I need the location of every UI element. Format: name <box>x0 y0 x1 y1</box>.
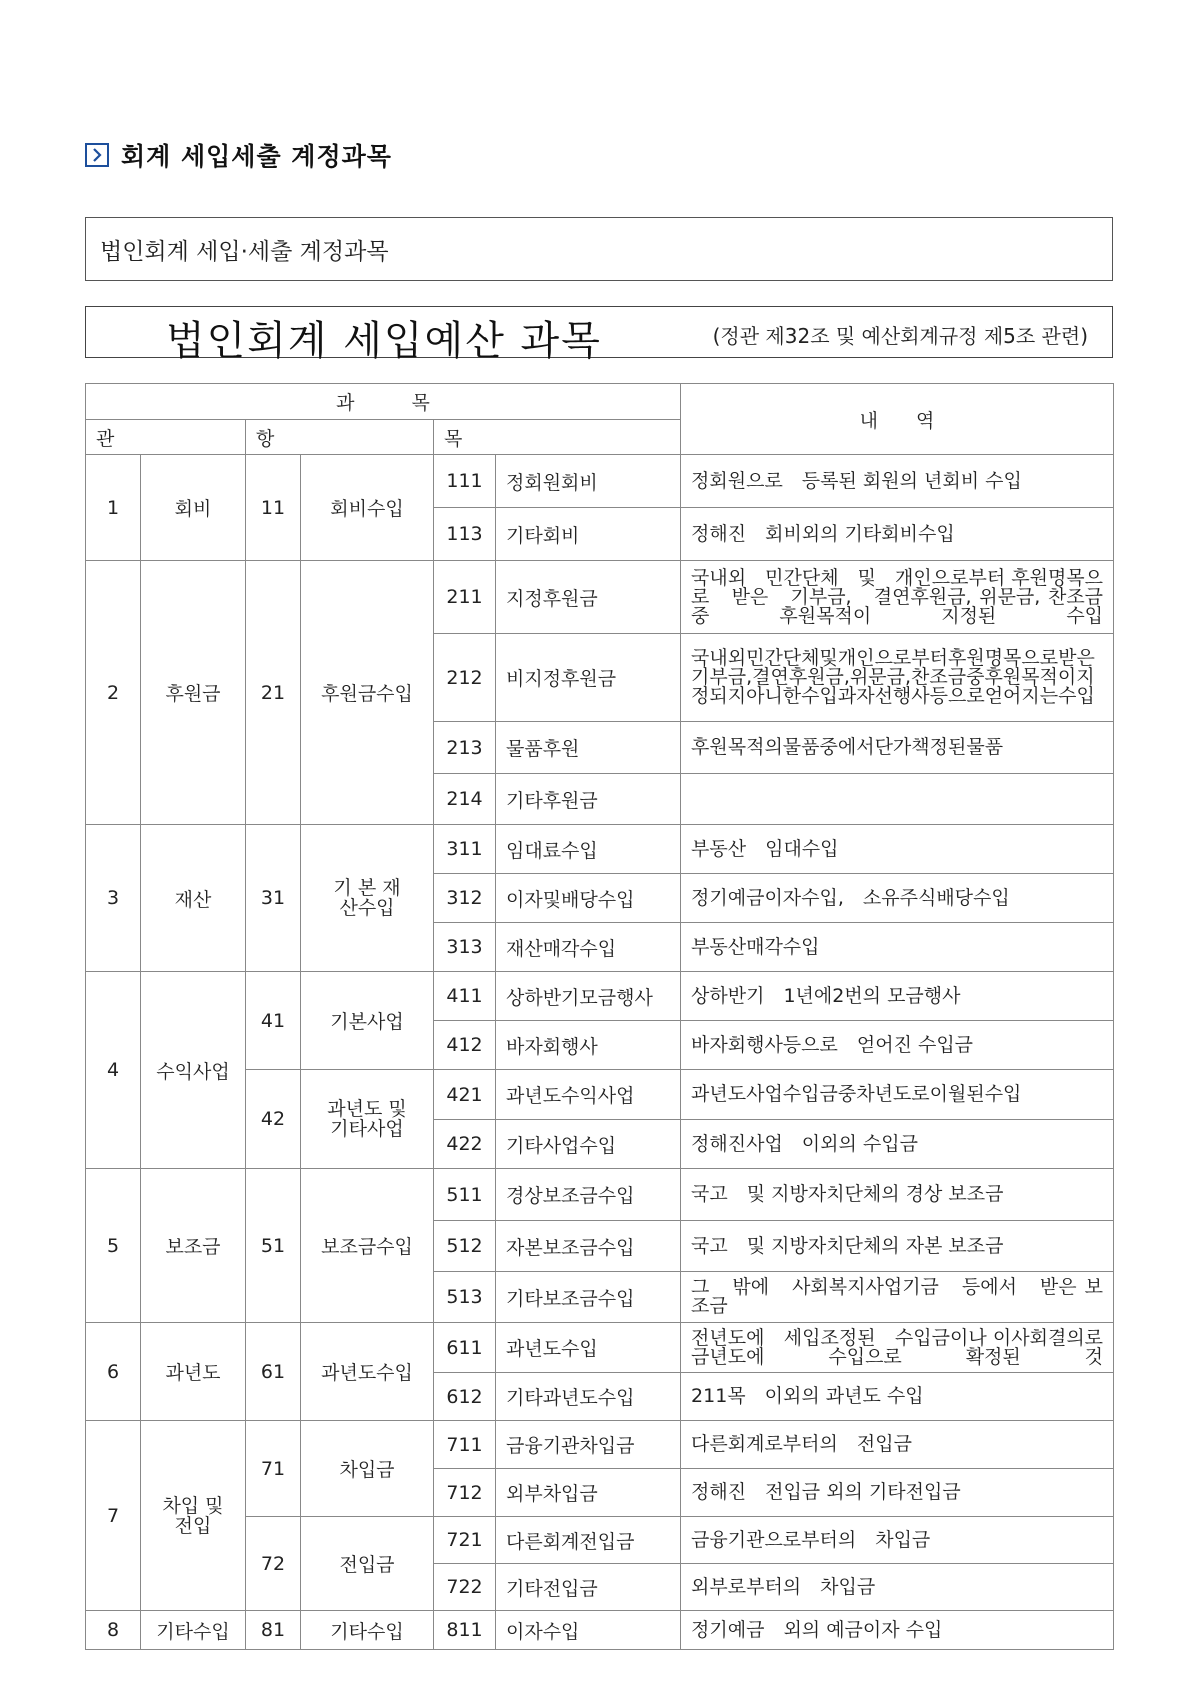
table-row <box>86 825 1114 874</box>
table-row <box>86 1323 1114 1373</box>
hang-no: 81 <box>246 1611 301 1650</box>
mok-name: 과년도수입 <box>496 1323 681 1373</box>
hang-no: 21 <box>246 561 301 825</box>
mok-no: 211 <box>434 561 496 634</box>
mok-no: 113 <box>434 508 496 561</box>
mok-desc: 상하반기 1년에2번의 모금행사 <box>681 972 1114 1021</box>
gwan-no: 4 <box>86 972 141 1169</box>
mok-name: 기타보조금수입 <box>496 1272 681 1323</box>
mok-name: 기타회비 <box>496 508 681 561</box>
gwan-name: 재산 <box>141 825 246 972</box>
hang-no: 42 <box>246 1070 301 1169</box>
mok-no: 612 <box>434 1373 496 1421</box>
mok-name: 기타후원금 <box>496 774 681 825</box>
gwan-no: 2 <box>86 561 141 825</box>
mok-desc: 정해진사업 이외의 수입금 <box>681 1120 1114 1169</box>
mok-no: 511 <box>434 1169 496 1221</box>
mok-no: 722 <box>434 1564 496 1611</box>
header-gwan: 관 <box>86 420 246 455</box>
mok-no: 712 <box>434 1469 496 1517</box>
table-row <box>86 455 1114 508</box>
mok-desc: 정해진 회비외의 기타회비수입 <box>681 508 1114 561</box>
mok-name: 비지정후원금 <box>496 634 681 722</box>
mok-no: 111 <box>434 455 496 508</box>
mok-desc: 외부로부터의 차입금 <box>681 1564 1114 1611</box>
hang-no: 61 <box>246 1323 301 1421</box>
budget-title-box <box>85 306 1113 364</box>
mok-no: 312 <box>434 874 496 923</box>
gwan-name: 기타수입 <box>141 1611 246 1650</box>
mok-name: 물품후원 <box>496 722 681 774</box>
mok-name: 외부차입금 <box>496 1469 681 1517</box>
hang-name: 차입금 <box>301 1421 434 1517</box>
hang-name: 후원금수입 <box>301 561 434 825</box>
mok-name: 이자및배당수입 <box>496 874 681 923</box>
mok-no: 411 <box>434 972 496 1021</box>
mok-desc: 211목 이외의 과년도 수입 <box>681 1373 1114 1421</box>
hang-name: 전입금 <box>301 1517 434 1611</box>
gwan-name: 차입 및 전입 <box>141 1421 246 1611</box>
gwan-no: 1 <box>86 455 141 561</box>
mok-name: 상하반기모금행사 <box>496 972 681 1021</box>
mok-name: 지정후원금 <box>496 561 681 634</box>
hang-name: 기본사업 <box>301 972 434 1070</box>
mok-desc: 정기예금이자수입, 소유주식배당수입 <box>681 874 1114 923</box>
mok-desc: 다른회계로부터의 전입금 <box>681 1421 1114 1469</box>
hang-name: 과년도 및 기타사업 <box>301 1070 434 1169</box>
header-hang: 항 <box>246 420 434 455</box>
mok-no: 513 <box>434 1272 496 1323</box>
table-row <box>86 561 1114 634</box>
mok-name: 재산매각수입 <box>496 923 681 972</box>
budget-subtitle: (정관 제32조 및 예산회계규정 제5조 관련) <box>712 324 1088 348</box>
mok-desc: 정기예금 외의 예금이자 수입 <box>681 1611 1114 1650</box>
section-heading <box>85 140 392 170</box>
subject-label-text: 법인회계 세입·세출 계정과목 <box>100 238 389 265</box>
mok-desc: 후원목적의물품중에서단가책정된물품 <box>681 722 1114 774</box>
gwan-no: 7 <box>86 1421 141 1611</box>
mok-name: 바자회행사 <box>496 1021 681 1070</box>
hang-no: 72 <box>246 1517 301 1611</box>
header-mok: 목 <box>434 420 681 455</box>
gwan-name: 과년도 <box>141 1323 246 1421</box>
table-row <box>86 972 1114 1021</box>
mok-desc: 과년도사업수입금중차년도로이월된수입 <box>681 1070 1114 1120</box>
gwan-no: 5 <box>86 1169 141 1323</box>
mok-desc: 국내외 민간단체 및 개인으로부터 후원명목으로 받은 기부금, 결연후원금, 위문금, 찬조금 중 후원목적이 지정된 수입 <box>681 561 1114 634</box>
mok-desc: 부동산매각수입 <box>681 923 1114 972</box>
mok-no: 721 <box>434 1517 496 1564</box>
mok-no: 711 <box>434 1421 496 1469</box>
gwan-name: 회비 <box>141 455 246 561</box>
mok-name: 다른회계전입금 <box>496 1517 681 1564</box>
hang-name: 기 본 재산수입 <box>301 825 434 972</box>
gwan-no: 8 <box>86 1611 141 1650</box>
subject-label-box <box>85 217 1113 281</box>
mok-desc: 부동산 임대수입 <box>681 825 1114 874</box>
hang-name: 회비수입 <box>301 455 434 561</box>
hang-no: 11 <box>246 455 301 561</box>
hang-no: 51 <box>246 1169 301 1323</box>
mok-name: 기타사업수입 <box>496 1120 681 1169</box>
hang-name: 기타수입 <box>301 1611 434 1650</box>
mok-name: 과년도수익사업 <box>496 1070 681 1120</box>
mok-no: 421 <box>434 1070 496 1120</box>
hang-no: 41 <box>246 972 301 1070</box>
table-row <box>86 1169 1114 1221</box>
mok-no: 213 <box>434 722 496 774</box>
gwan-name: 후원금 <box>141 561 246 825</box>
mok-desc: 바자회행사등으로 얻어진 수입금 <box>681 1021 1114 1070</box>
mok-desc: 전년도에 세입조정된 수입금이나 이사회결의로 금년도에 수입으로 확정된 것 <box>681 1323 1114 1373</box>
mok-no: 214 <box>434 774 496 825</box>
mok-name: 이자수입 <box>496 1611 681 1650</box>
mok-desc <box>681 774 1114 825</box>
header-naeyeok: 내 역 <box>681 384 1114 455</box>
table-header-row <box>86 384 1114 420</box>
mok-name: 정회원회비 <box>496 455 681 508</box>
chevron-right-icon-svg <box>90 147 104 163</box>
table-row <box>86 1611 1114 1650</box>
hang-no: 31 <box>246 825 301 972</box>
mok-name: 기타과년도수입 <box>496 1373 681 1421</box>
mok-desc: 정해진 전입금 외의 기타전입금 <box>681 1469 1114 1517</box>
mok-desc: 국고 및 지방자치단체의 자본 보조금 <box>681 1221 1114 1272</box>
mok-no: 311 <box>434 825 496 874</box>
hang-no: 71 <box>246 1421 301 1517</box>
table-row <box>86 1421 1114 1469</box>
mok-no: 313 <box>434 923 496 972</box>
mok-no: 611 <box>434 1323 496 1373</box>
gwan-no: 3 <box>86 825 141 972</box>
mok-name: 기타전입금 <box>496 1564 681 1611</box>
gwan-name: 수익사업 <box>141 972 246 1169</box>
mok-no: 422 <box>434 1120 496 1169</box>
mok-no: 512 <box>434 1221 496 1272</box>
chevron-right-icon <box>85 143 109 167</box>
mok-name: 금융기관차입금 <box>496 1421 681 1469</box>
mok-desc: 금융기관으로부터의 차입금 <box>681 1517 1114 1564</box>
gwan-name: 보조금 <box>141 1169 246 1323</box>
mok-name: 자본보조금수입 <box>496 1221 681 1272</box>
gwan-no: 6 <box>86 1323 141 1421</box>
mok-name: 임대료수입 <box>496 825 681 874</box>
mok-no: 412 <box>434 1021 496 1070</box>
section-heading-text: 회계 세입세출 계정과목 <box>121 142 392 171</box>
budget-title: 법인회계 세입예산 과목 <box>166 318 602 364</box>
mok-desc: 정회원으로 등록된 회원의 년회비 수입 <box>681 455 1114 508</box>
mok-no: 811 <box>434 1611 496 1650</box>
mok-no: 212 <box>434 634 496 722</box>
header-gwamok: 과 목 <box>86 384 681 420</box>
mok-desc: 그 밖에 사회복지사업기금 등에서 받은 보조금 <box>681 1272 1114 1323</box>
budget-table <box>85 383 1114 1650</box>
hang-name: 과년도수입 <box>301 1323 434 1421</box>
mok-desc: 국고 및 지방자치단체의 경상 보조금 <box>681 1169 1114 1221</box>
hang-name: 보조금수입 <box>301 1169 434 1323</box>
mok-name: 경상보조금수입 <box>496 1169 681 1221</box>
mok-desc: 국내외민간단체및개인으로부터후원명목으로받은기부금,결연후원금,위문금,찬조금중후원목적이지정되지아니한수입과자선행사등으로얻어지는수입 <box>681 634 1114 722</box>
